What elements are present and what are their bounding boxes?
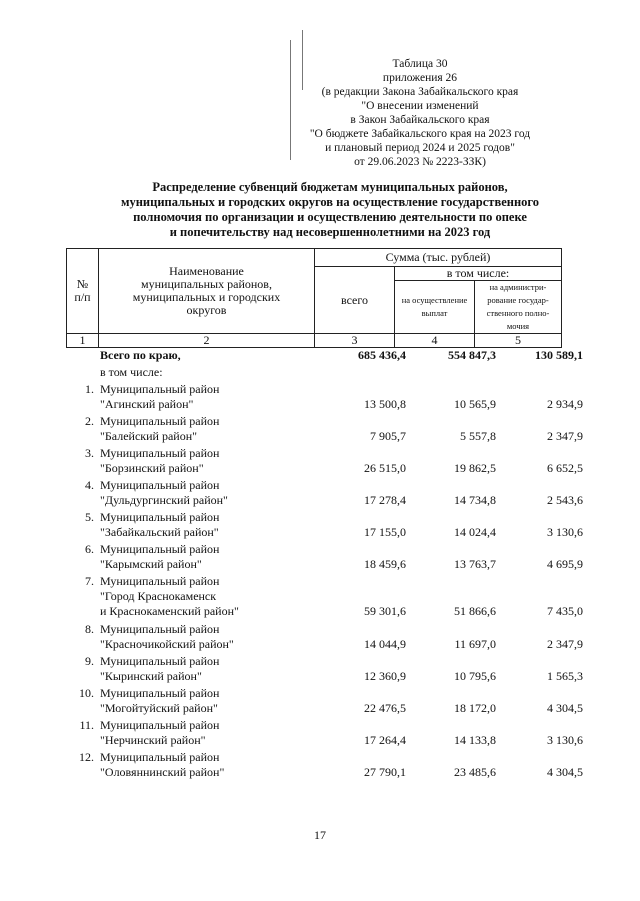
row-payments: 51 866,6 <box>454 604 496 618</box>
row-name-line2: "Нерчинский район" <box>100 733 206 747</box>
row-payments: 10 565,9 <box>454 397 496 411</box>
row-total: 14 044,9 <box>364 637 406 651</box>
header-line: "О внесении изменений <box>361 100 479 112</box>
row-total: 22 476,5 <box>364 701 406 715</box>
row-total: 13 500,8 <box>364 397 406 411</box>
row-payments: 11 697,0 <box>454 637 496 651</box>
totals-total: 685 436,4 <box>358 348 406 362</box>
table-row <box>66 574 583 620</box>
row-admin: 2 347,9 <box>547 429 583 443</box>
row-number: 12. <box>79 750 94 764</box>
row-name-line2: "Борзинский район" <box>100 461 204 475</box>
col-index: 4 <box>395 334 475 348</box>
header-line: приложения 26 <box>382 72 458 84</box>
table-row <box>66 622 583 652</box>
totals-payments: 554 847,3 <box>448 348 496 362</box>
row-number: 6. <box>85 542 94 556</box>
row-total: 17 155,0 <box>364 525 406 539</box>
row-admin: 4 304,5 <box>547 765 583 779</box>
col-index: 3 <box>315 334 395 348</box>
table-row <box>66 686 583 716</box>
row-payments: 19 862,5 <box>454 461 496 475</box>
row-payments: 23 485,6 <box>454 765 496 779</box>
row-admin: 3 130,6 <box>547 525 583 539</box>
row-admin: 3 130,6 <box>547 733 583 747</box>
row-payments: 5 557,8 <box>460 429 496 443</box>
row-number: 1. <box>85 382 94 396</box>
row-payments: 18 172,0 <box>454 701 496 715</box>
title-line: Распределение субвенций бюджетам муниципальных районов, <box>152 180 508 194</box>
row-payments: 13 763,7 <box>454 557 496 571</box>
table-row <box>66 510 583 540</box>
title-line: муниципальных и городских округов на осуществление государственного <box>120 195 540 209</box>
table-row <box>66 414 583 444</box>
row-total: 17 278,4 <box>364 493 406 507</box>
row-admin: 1 565,3 <box>547 669 583 683</box>
header-line: от 29.06.2023 № 2223-ЗЗК) <box>354 156 486 168</box>
row-total: 59 301,6 <box>364 604 406 618</box>
row-total: 18 459,6 <box>364 557 406 571</box>
row-admin: 7 435,0 <box>547 604 583 618</box>
row-total: 7 905,7 <box>370 429 406 443</box>
row-number: 5. <box>85 510 94 524</box>
row-name-line1: Муниципальный район <box>100 478 220 492</box>
col-admin-header: на администри-рование государ-ственного полно-мочия <box>475 281 562 334</box>
row-number: 8. <box>85 622 94 636</box>
row-name-line2: "Город Краснокаменск <box>100 589 217 603</box>
row-number: 10. <box>79 686 94 700</box>
header-line: Таблица 30 <box>392 58 448 70</box>
row-name-line1: Муниципальный район <box>100 574 220 588</box>
row-name-line1: Муниципальный район <box>100 622 220 636</box>
row-admin: 2 934,9 <box>547 397 583 411</box>
col-total-header: всего <box>315 267 395 334</box>
col-index: 2 <box>99 334 315 348</box>
row-payments: 14 133,8 <box>454 733 496 747</box>
row-name-line1: Муниципальный район <box>100 414 220 428</box>
row-name-line2: "Кыринский район" <box>100 669 202 683</box>
row-admin: 2 543,6 <box>547 493 583 507</box>
header-line: "О бюджете Забайкальского края на 2023 год <box>309 128 531 140</box>
row-number: 3. <box>85 446 94 460</box>
row-number: 7. <box>85 574 94 588</box>
table-row <box>66 750 583 780</box>
row-name-line2: "Могойтуйский район" <box>100 701 218 715</box>
row-name-line1: Муниципальный район <box>100 750 220 764</box>
row-payments: 10 795,6 <box>454 669 496 683</box>
including-header: в том числе: <box>395 267 562 281</box>
row-number: 2. <box>85 414 94 428</box>
totals-admin: 130 589,1 <box>535 348 583 362</box>
totals-label: Всего по краю, <box>100 348 181 362</box>
col-name-header: Наименование муниципальных районов, муниципальных и городских округов <box>99 249 315 334</box>
row-name-line1: Муниципальный район <box>100 686 220 700</box>
row-name-line1: Муниципальный район <box>100 542 220 556</box>
row-name-line1: Муниципальный район <box>100 654 220 668</box>
row-admin: 4 695,9 <box>547 557 583 571</box>
title-line: и попечительству над несовершеннолетними на 2023 год <box>169 225 491 239</box>
row-number: 4. <box>85 478 94 492</box>
table-row <box>66 654 583 684</box>
row-name-line3: и Краснокаменский район" <box>100 604 239 618</box>
row-name-line2: "Дульдургинский район" <box>100 493 228 507</box>
col-index: 1 <box>67 334 99 348</box>
row-admin: 2 347,9 <box>547 637 583 651</box>
row-number: 11. <box>79 718 94 732</box>
col-index: 5 <box>475 334 562 348</box>
row-name-line1: Муниципальный район <box>100 446 220 460</box>
table-row <box>66 382 583 412</box>
page-number: 17 <box>314 828 326 842</box>
row-name-line1: Муниципальный район <box>100 718 220 732</box>
row-payments: 14 734,8 <box>454 493 496 507</box>
title-line: полномочия по организации и осуществлению деятельности по опеке <box>133 210 527 224</box>
table-row <box>66 478 583 508</box>
row-total: 27 790,1 <box>364 765 406 779</box>
col-number-header: № п/п <box>67 249 99 334</box>
row-name-line2: "Агинский район" <box>100 397 194 411</box>
row-number: 9. <box>85 654 94 668</box>
col-payments-header: на осуществление выплат <box>395 281 475 334</box>
row-admin: 6 652,5 <box>547 461 583 475</box>
table-row <box>66 446 583 476</box>
table-row <box>66 718 583 748</box>
row-name-line2: "Балейский район" <box>100 429 198 443</box>
header-line: в Закон Забайкальского края <box>350 114 490 126</box>
row-admin: 4 304,5 <box>547 701 583 715</box>
row-name-line2: "Красночикойский район" <box>100 637 234 651</box>
row-total: 17 264,4 <box>364 733 406 747</box>
row-payments: 14 024,4 <box>454 525 496 539</box>
row-name-line2: "Оловяннинский район" <box>100 765 225 779</box>
row-name-line1: Муниципальный район <box>100 510 220 524</box>
including-label: в том числе: <box>100 365 163 379</box>
row-name-line2: "Карымский район" <box>100 557 202 571</box>
table-header <box>66 248 562 348</box>
sum-header: Сумма (тыс. рублей) <box>315 249 562 267</box>
table-row <box>66 542 583 572</box>
row-total: 26 515,0 <box>364 461 406 475</box>
header-line: (в редакции Закона Забайкальского края <box>321 86 519 98</box>
row-name-line1: Муниципальный район <box>100 382 220 396</box>
row-name-line2: "Забайкальский район" <box>100 525 219 539</box>
row-total: 12 360,9 <box>364 669 406 683</box>
header-line: и плановый период 2024 и 2025 годов" <box>325 142 515 154</box>
